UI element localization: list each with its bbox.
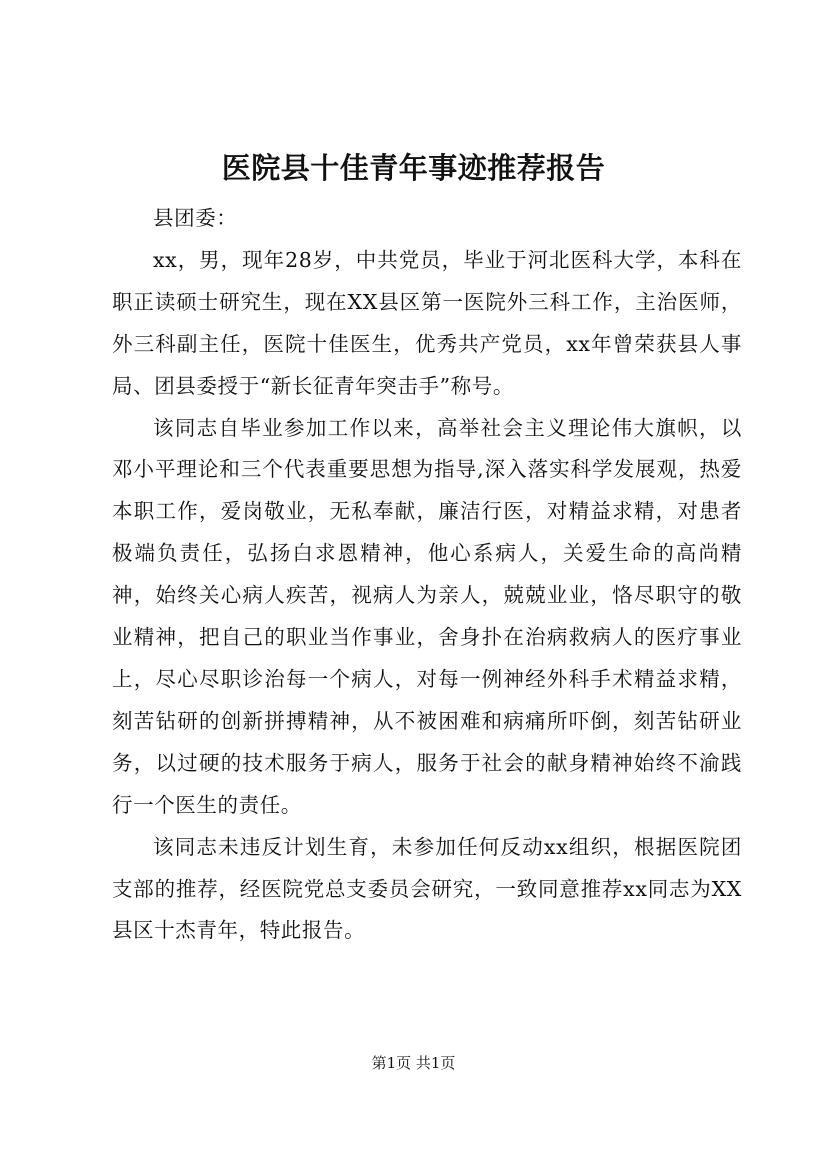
document-title: 医院县十佳青年事迹推荐报告 bbox=[221, 151, 606, 185]
paragraph-profile: xx，男，现年28岁，中共党员，毕业于河北医科大学，本科在职正读硕士研究生，现在XX县区第一医院外三科工作，主治医师，外三科副主任，医院十佳医生，优秀共产党员，xx年曾荣获县人事局、团县委授于“新长征青年突击手”称号。 bbox=[112, 247, 742, 398]
document-body bbox=[112, 198, 742, 952]
salutation: 县团委： bbox=[153, 206, 238, 230]
paragraph-recommendation: 该同志未违反计划生育，未参加任何反动xx组织，根据医院团支部的推荐，经医院党总支委员会研究，一致同意推荐xx同志为XX县区十杰青年，特此报告。 bbox=[112, 834, 742, 943]
paragraph-deeds: 该同志自毕业参加工作以来，高举社会主义理论伟大旗帜，以邓小平理论和三个代表重要思想为指导,深入落实科学发展观，热爱本职工作，爱岗敬业，无私奉献，廉洁行医，对精益求精，对患者极端负责任，弘扬白求恩精神，他心系病人，关爱生命的高尚精神，始终关心病人疾苦，视病人为亲人，兢兢业业，恪尽职守的敬业精神，把自己的职业当作事业，舍身扑在治病救病人的医疗事业上，尽心尽职诊治每一个病人，对每一例神经外科手术精益求精，刻苦钻研的创新拼搏精神，从不被困难和病痛所吓倒，刻苦钻研业务，以过硬的技术服务于病人，服务于社会的献身精神始终不渝践行一个医生的责任。 bbox=[112, 415, 742, 817]
page-number-footer: 第1页 共1页 bbox=[371, 1054, 456, 1072]
